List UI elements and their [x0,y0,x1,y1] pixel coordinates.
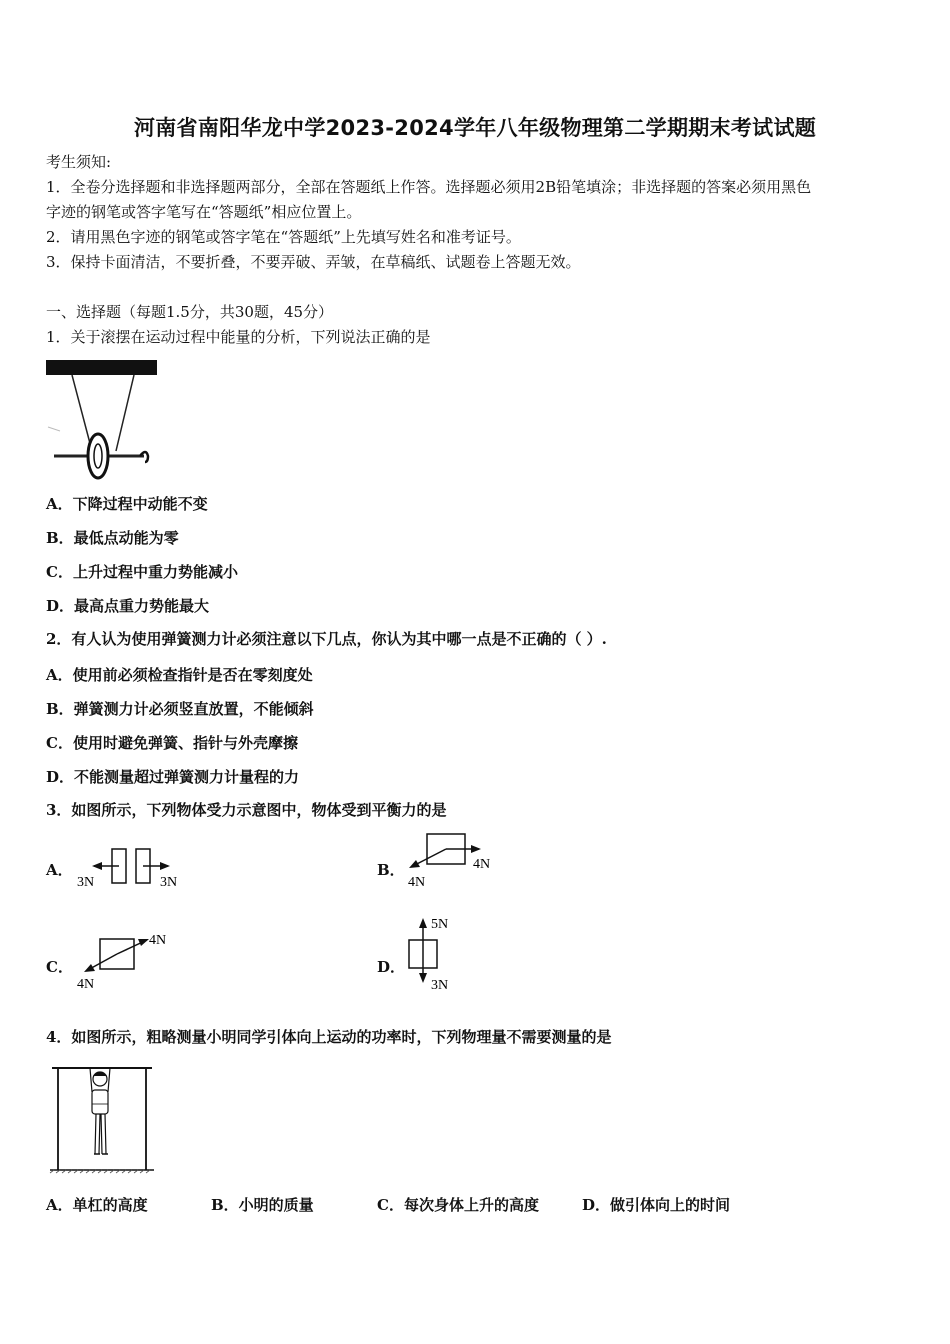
option: C．上升过程中重力势能减小 [46,563,238,581]
pull-up-figure [48,1062,156,1176]
maxwell-pendulum-figure [46,357,160,482]
option: D．不能测量超过弹簧测力计量程的力 [46,768,300,786]
force-diagram-a [72,843,192,893]
option: D．做引体向上的时间 [582,1196,731,1214]
option: A．下降过程中动能不变 [46,495,208,513]
notice-item: 1．全卷分选择题和非选择题两部分，全部在答题纸上作答。选择题必须用2B铅笔填涂；非选择题的答案必须用黑色 [46,178,812,196]
option: B．弹簧测力计必须竖直放置，不能倾斜 [46,700,314,718]
option: B．小明的质量 [211,1196,314,1214]
option: D． [377,958,406,976]
option: D．最高点重力势能最大 [46,597,210,615]
notice-heading: 考生须知: [46,153,112,171]
notice-item: 2．请用黑色字迹的钢笔或答字笔在“答题纸”上先填写姓名和准考证号。 [46,228,521,246]
force-label: 5N [431,917,449,932]
section-heading: 一、选择题（每题1.5分，共30题，45分） [46,303,334,321]
force-diagram-b [403,830,503,892]
force-diagram-d [403,912,473,994]
question-stem-3: 3．如图所示，下列物体受力示意图中，物体受到平衡力的是 [46,801,447,819]
force-label: 4N [77,977,95,992]
force-label: 3N [160,875,178,890]
option: C．使用时避免弹簧、指针与外壳摩擦 [46,734,298,752]
question-stem-1: 1．关于滚摆在运动过程中能量的分析，下列说法正确的是 [46,328,431,346]
option: A．单杠的高度 [46,1196,148,1214]
force-label: 4N [149,933,167,948]
option: A．使用前必须检查指针是否在零刻度处 [46,666,313,684]
option: A． [46,861,73,879]
question-stem-2: 2．有人认为使用弹簧测力计必须注意以下几点，你认为其中哪一点是不正确的（ ）. [46,630,607,648]
force-label: 4N [408,875,426,890]
force-label: 3N [77,875,95,890]
question-stem-4: 4．如图所示，粗略测量小明同学引体向上运动的功率时，下列物理量不需要测量的是 [46,1028,612,1046]
option: C．每次身体上升的高度 [377,1196,539,1214]
page-title: 河南省南阳华龙中学2023-2024学年八年级物理第二学期期末考试试题 [133,116,817,140]
option: B． [377,861,405,879]
force-label: 3N [431,978,449,993]
option: C． [46,958,73,976]
notice-item: 3．保持卡面清洁，不要折叠，不要弄破、弄皱，在草稿纸、试题卷上答题无效。 [46,253,581,271]
force-label: 4N [473,857,491,872]
force-diagram-c [72,925,182,995]
option: B．最低点动能为零 [46,529,179,547]
notice-item: 字迹的钢笔或答字笔写在“答题纸”相应位置上。 [46,203,362,221]
